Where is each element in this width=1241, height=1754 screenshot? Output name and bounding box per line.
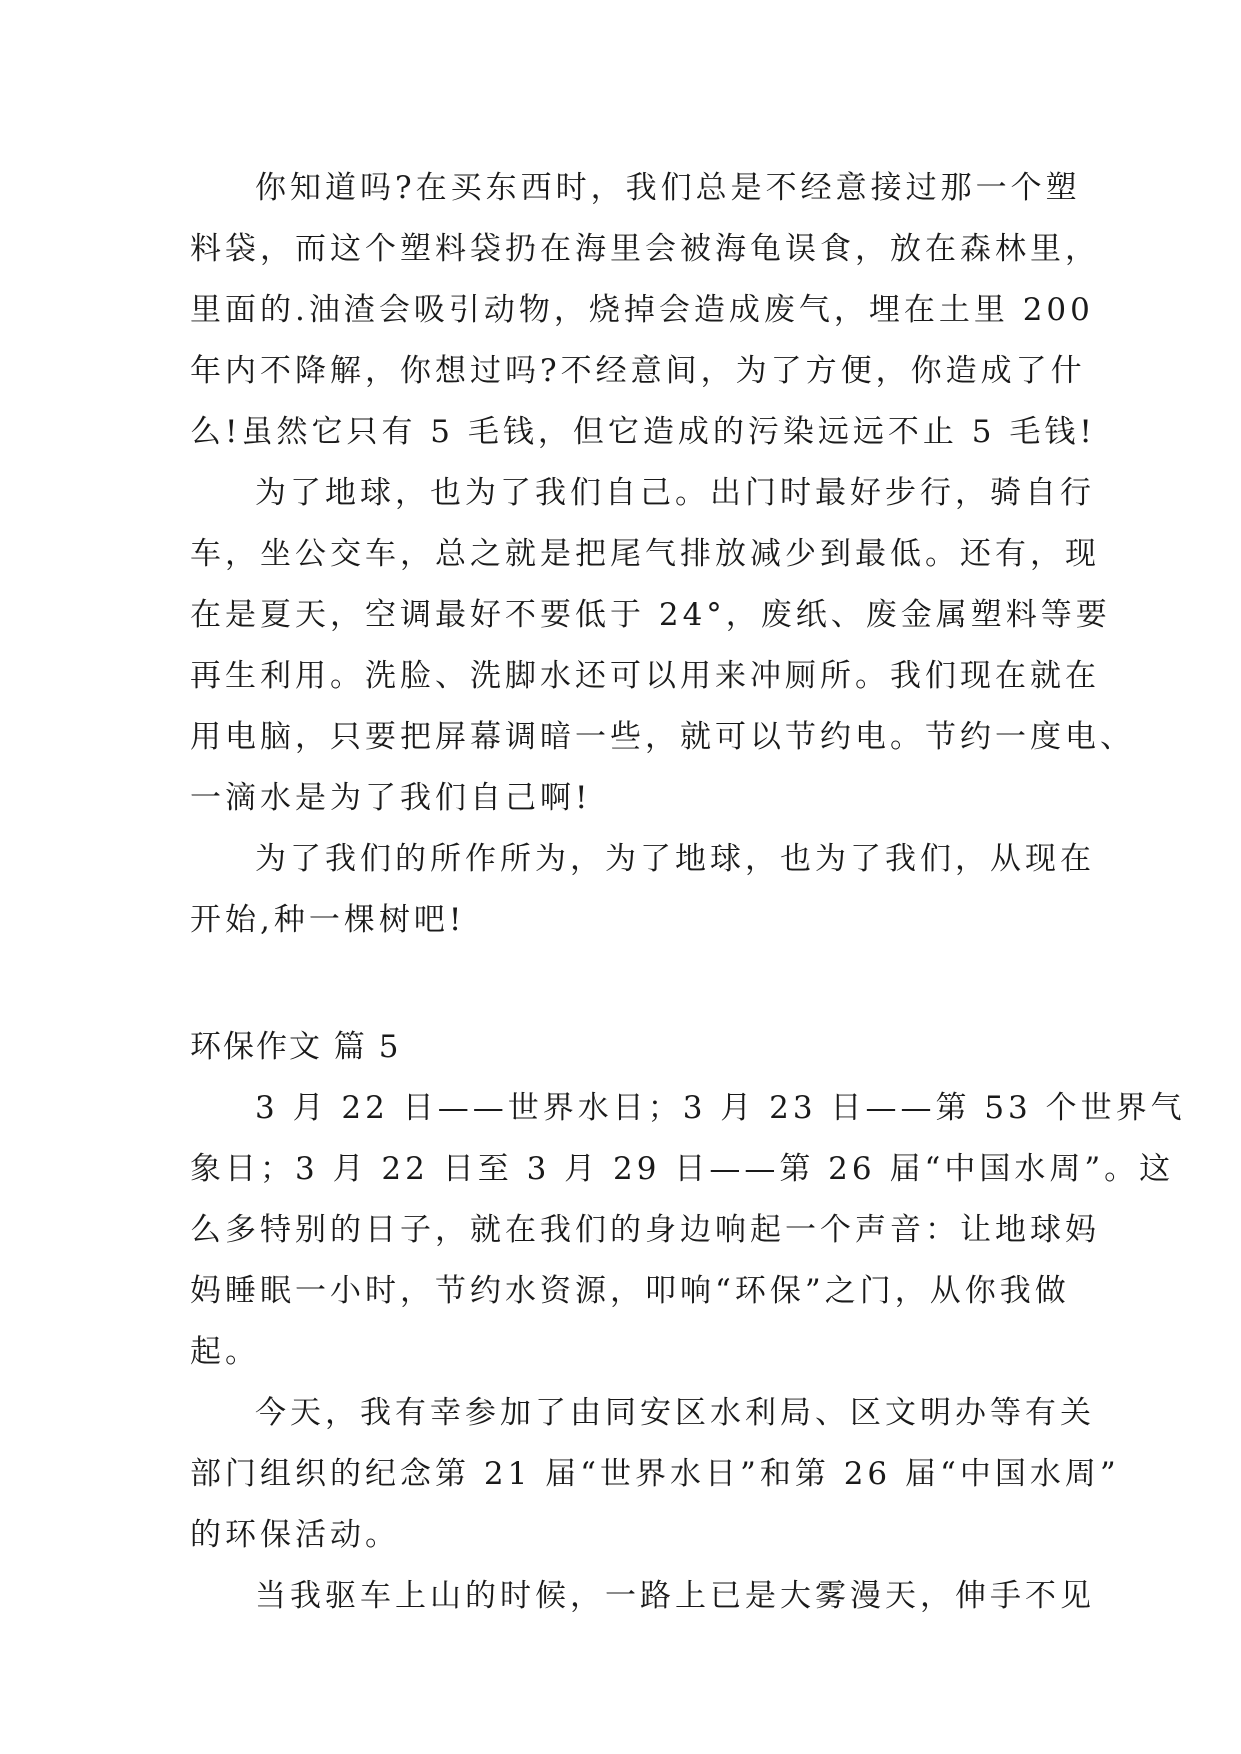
- text-line: 么多特别的日子，就在我们的身边响起一个声音：让地球妈: [190, 1212, 1100, 1248]
- text-line: 年内不降解，你想过吗?不经意间，为了方便，你造成了什: [190, 353, 1086, 389]
- paragraph-save-energy: [190, 463, 1135, 829]
- text-line: 开始,种一棵树吧!: [190, 902, 466, 938]
- text-line: 车，坐公交车，总之就是把尾气排放减少到最低。还有，现: [190, 536, 1100, 572]
- text-line: 你知道吗?在买东西时，我们总是不经意接过那一个塑: [255, 170, 1081, 206]
- text-line: 一滴水是为了我们自己啊!: [190, 780, 592, 816]
- text-line: 么!虽然它只有 5 毛钱，但它造成的污染远远不止 5 毛钱!: [190, 414, 1096, 450]
- document-page: [190, 158, 1186, 1627]
- text-line: 里面的.油渣会吸引动物，烧掉会造成废气，埋在土里 200: [190, 292, 1094, 328]
- text-line: 在是夏天，空调最好不要低于 24°，废纸、废金属塑料等要: [190, 597, 1111, 633]
- text-line: 为了地球，也为了我们自己。出门时最好步行，骑自行: [255, 475, 1095, 511]
- text-line: 料袋，而这个塑料袋扔在海里会被海龟误食，放在森林里，: [190, 231, 1100, 267]
- section-title: 环保作文 篇 5: [190, 1029, 401, 1065]
- paragraph-plant-tree: [190, 829, 1095, 951]
- text-line: 再生利用。洗脸、洗脚水还可以用来冲厕所。我们现在就在: [190, 658, 1100, 694]
- text-line: 今天，我有幸参加了由同安区水利局、区文明办等有关: [255, 1395, 1095, 1431]
- paragraph-plastic-bag: [190, 158, 1100, 463]
- paragraph-water-day: [190, 1078, 1186, 1383]
- text-line: 的环保活动。: [190, 1517, 400, 1553]
- text-line: 当我驱车上山的时候，一路上已是大雾漫天，伸手不见: [255, 1578, 1095, 1614]
- text-line: 3 月 22 日——世界水日；3 月 23 日——第 53 个世界气: [255, 1090, 1186, 1126]
- text-line: 为了我们的所作所为，为了地球，也为了我们，从现在: [255, 841, 1095, 877]
- text-line: 用电脑，只要把屏幕调暗一些，就可以节约电。节约一度电、: [190, 719, 1135, 755]
- section-spacer: [190, 951, 1060, 1017]
- paragraph-drive-up: [190, 1566, 1095, 1627]
- text-line: 象日；3 月 22 日至 3 月 29 日——第 26 届“中国水周”。这: [190, 1151, 1175, 1187]
- text-line: 起。: [190, 1334, 260, 1370]
- text-line: 妈睡眠一小时，节约水资源，叩响“环保”之门，从你我做: [190, 1273, 1070, 1309]
- paragraph-activity: [190, 1383, 1120, 1566]
- text-line: 部门组织的纪念第 21 届“世界水日”和第 26 届“中国水周”: [190, 1456, 1120, 1492]
